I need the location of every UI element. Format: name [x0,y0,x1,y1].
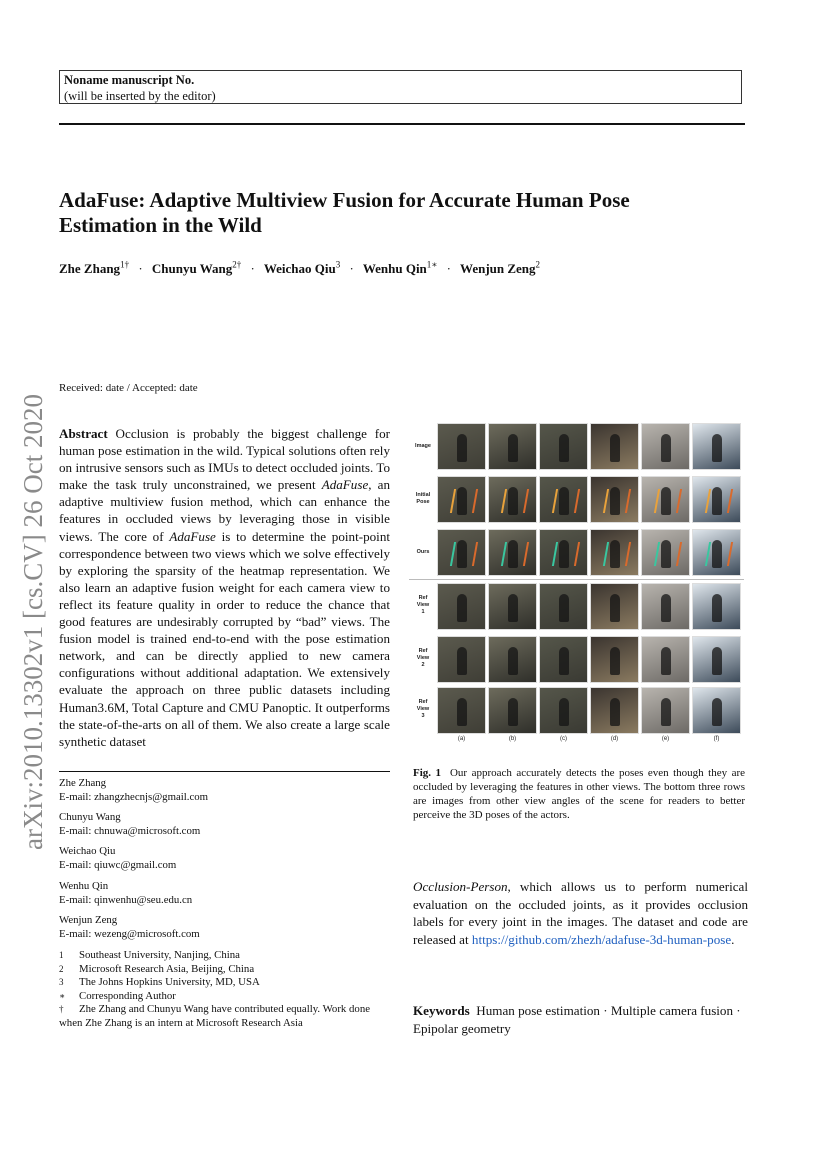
figure-photo [641,636,690,683]
figure-photo [488,687,537,734]
author-list [59,260,540,277]
affiliation-4: ∗ Corresponding Author [59,989,176,1002]
figure-row-label: Initial Pose [415,492,431,505]
figure-column-label: (a) [457,736,466,742]
figure-photo [437,636,486,683]
figure-photo [590,423,639,470]
figure-photo [488,529,537,576]
pose-skeleton-icon [603,489,631,513]
paper-title: AdaFuse: Adaptive Multiview Fusion for Accurate Human Pose Estimation in the Wild [59,188,630,237]
figure-photo [539,583,588,630]
person-silhouette-icon [559,434,569,462]
received-line: Received: date / Accepted: date [59,382,198,394]
pose-skeleton-icon [552,542,580,566]
author-4: Wenhu Qin$^{1∗}$ [362,260,438,277]
figure-photo [539,687,588,734]
code-link[interactable]: https://github.com/zhezh/adafuse-3d-human-pose [471,932,732,948]
contact-4: Wenhu Qin E-mail: qinwenhu@seu.edu.cn [59,880,193,906]
figure-photo [488,636,537,683]
person-silhouette-icon [508,698,518,726]
author-5: Wenjun Zeng$^2$ [460,260,541,277]
figure-row-label: Image [415,443,431,449]
affiliation-5: † Zhe Zhang and Chunyu Wang have contributed equally. Work done when Zhe Zhang is an intern at Microsoft Research Asia [59,1003,371,1029]
figure-photo [437,423,486,470]
figure-photo [641,687,690,734]
person-silhouette-icon [559,647,569,675]
person-silhouette-icon [610,434,620,462]
caption-label: Fig. 1 [413,767,442,779]
figure-photo [692,476,741,523]
pose-skeleton-icon [501,542,529,566]
figure-photo [539,476,588,523]
person-silhouette-icon [712,594,722,622]
pose-skeleton-icon [705,489,733,513]
figure-photo [641,476,690,523]
figure-1 [409,423,744,753]
author-1: Zhe Zhang$^{1\dagger}$ [59,260,130,277]
person-silhouette-icon [457,594,467,622]
figure-photo [641,423,690,470]
header-rule [59,123,745,125]
figure-caption: Fig. 1 Our approach accurately detects the poses even though they are occluded by leveraging the features in other views. The bottom three rows are images from other view angles of the scene for readers to better perceive the 3D poses of the actors. [413,767,746,821]
figure-photo [437,529,486,576]
person-silhouette-icon [712,647,722,675]
figure-photo [590,529,639,576]
affiliation-1: 1 Southeast University, Nanjing, China [59,949,240,961]
pose-skeleton-icon [450,489,478,513]
footnote-rule [59,771,390,772]
arxiv-stamp: arXiv:2010.13302v1 [cs.CV] 26 Oct 2020 [18,394,48,850]
contact-3: Weichao Qiu E-mail: qiuwc@gmail.com [59,845,177,871]
author-separator: · [349,261,354,277]
figure-photo [692,687,741,734]
figure-photo [539,636,588,683]
affiliation-2: 2 Microsoft Research Asia, Beijing, China [59,962,255,975]
figure-photo [590,476,639,523]
person-silhouette-icon [610,698,620,726]
figure-photo [692,529,741,576]
figure-column-label: (c) [560,736,567,742]
person-silhouette-icon [508,647,518,675]
affiliation-3: 3 The Johns Hopkins University, MD, USA [59,976,260,988]
contact-5: Wenjun Zeng E-mail: wezeng@microsoft.com [59,914,200,940]
person-silhouette-icon [508,594,518,622]
figure-row-label: Ref View 2 [416,648,430,668]
person-silhouette-icon [457,434,467,462]
figure-photo [641,583,690,630]
person-silhouette-icon [712,434,722,462]
pose-skeleton-icon [501,489,529,513]
figure-column-label: (e) [661,736,670,742]
pose-skeleton-icon [603,542,631,566]
person-silhouette-icon [661,594,671,622]
figure-row-label: Ref View 1 [416,595,430,615]
figure-photo [590,687,639,734]
figure-row-label: Ref View 3 [416,699,430,719]
figure-photo [488,423,537,470]
figure-photo [488,583,537,630]
pose-skeleton-icon [705,542,733,566]
person-silhouette-icon [661,647,671,675]
person-silhouette-icon [712,698,722,726]
author-3: Weichao Qiu$^3$ [263,260,341,277]
person-silhouette-icon [457,698,467,726]
pose-skeleton-icon [450,542,478,566]
pose-skeleton-icon [654,542,682,566]
person-silhouette-icon [661,434,671,462]
figure-photo [437,583,486,630]
figure-photo [539,529,588,576]
pose-skeleton-icon [654,489,682,513]
figure-column-label: (f) [713,736,720,742]
contact-1: Zhe Zhang E-mail: zhangzhecnjs@gmail.com [59,777,209,803]
affiliations [59,949,390,1030]
manuscript-note: (will be inserted by the editor) [64,89,216,103]
figure-photo [641,529,690,576]
person-silhouette-icon [508,434,518,462]
figure-column-label: (b) [508,736,517,742]
manuscript-box [59,70,742,104]
figure-photo [539,423,588,470]
figure-photo [590,583,639,630]
author-separator: · [250,261,255,277]
abstract: Abstract Occlusion is probably the biggest challenge for human pose estimation in the wild. Typical solutions often rely on intrusive sensors such as IMUs to detect occluded joints. To make the task truly unconstrained, we present AdaFuse, an adaptive multiview fusion method, which can enhance the features in occluded views by leveraging those in visible views. The core of AdaFuse is to determine the point-point correspondence between two views which we solve effectively by exploring the sparsity of the heatmap representation. We also learn an adaptive fusion weight for each camera view to reflect its feature quality in order to reduce the chance that good features are undesirably corrupted by “bad” views. The fusion model is trained end-to-end with the pose estimation network, and can be directly applied to new camera configurations without additional adaptation. We extensively evaluate the approach on three public datasets including Human3.6M, Total Capture and CMU Panoptic. It outperforms the state-of-the-arts on all of them. We also create a large scale synthetic dataset [59,426,391,749]
keywords-label: Keywords [413,1003,470,1018]
figure-photo [692,583,741,630]
figure-photo [437,476,486,523]
abstract-label: Abstract [59,426,108,441]
author-separator: · [446,261,452,277]
person-silhouette-icon [559,594,569,622]
figure-photo [488,476,537,523]
contact-2: Chunyu Wang E-mail: chnuwa@microsoft.com [59,811,201,837]
figure-row-label: Ours [416,549,430,555]
keywords: Keywords Human pose estimation · Multiple camera fusion · Epipolar geometry [413,1003,741,1036]
figure-column-label: (d) [610,736,619,742]
pose-skeleton-icon [552,489,580,513]
person-silhouette-icon [661,698,671,726]
person-silhouette-icon [559,698,569,726]
author-2: Chunyu Wang$^{2\dagger}$ [151,260,242,277]
figure-separator [409,579,744,580]
person-silhouette-icon [610,647,620,675]
person-silhouette-icon [610,594,620,622]
abstract-continuation: Occlusion-Person, which allows us to perform numerical evaluation on the occluded joints, as it provides occlusion labels for every joint in the images. The dataset and code are released at https://github.com/zhezh/adafuse-3d-human-pose. [413,879,748,948]
author-separator: · [138,261,143,277]
manuscript-number: Noname manuscript No. [64,73,195,87]
figure-photo [590,636,639,683]
figure-photo [692,423,741,470]
person-silhouette-icon [457,647,467,675]
figure-photo [437,687,486,734]
figure-photo [692,636,741,683]
